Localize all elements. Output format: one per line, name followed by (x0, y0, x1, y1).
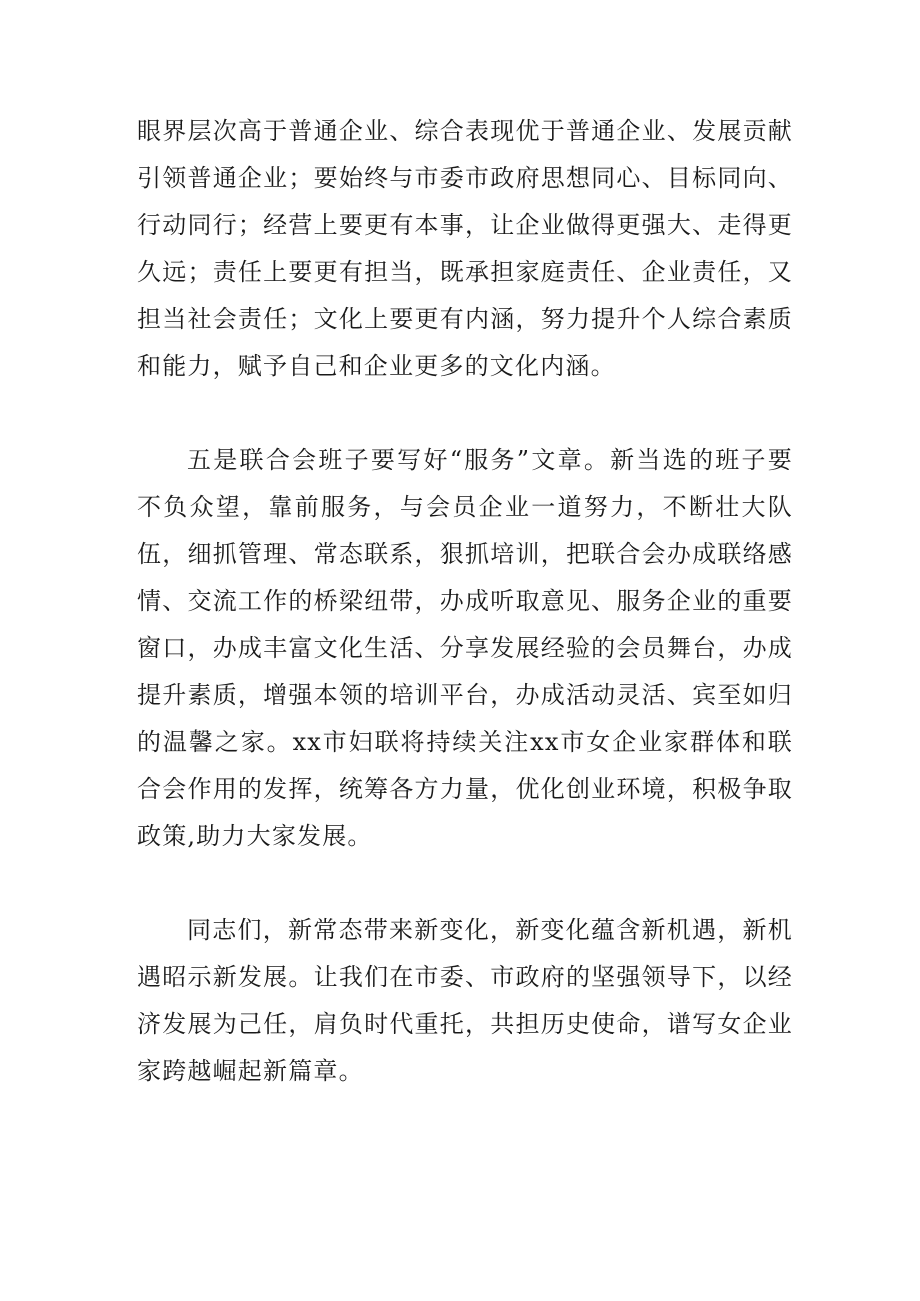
paragraph-closing: 同志们，新常态带来新变化，新变化蕴含新机遇，新机遇昭示新发展。让我们在市委、市政府的坚强领导下，以经济发展为己任，肩负时代重托，共担历史使命，谱写女企业家跨越崛起新篇章。 (137, 916, 793, 1085)
document-body (137, 108, 793, 1095)
paragraph-service: 五是联合会班子要写好“服务”文章。新当选的班子要不负众望，靠前服务，与会员企业一道努力，不断壮大队伍，细抓管理、常态联系，狠抓培训，把联合会办成联络感情、交流工作的桥梁纽带，办成听取意见、服务企业的重要窗口，办成丰富文化生活、分享发展经验的会员舞台，办成提升素质，增强本领的培训平台，办成活动灵活、宾至如归的温馨之家。xx市妇联将持续关注xx市女企业家群体和联合会作用的发挥，统筹各方力量，优化创业环境，积极争取政策,助力大家发展。 (137, 446, 793, 850)
paragraph-continued: 眼界层次高于普通企业、综合表现优于普通企业、发展贡献引领普通企业；要始终与市委市政府思想同心、目标同向、行动同行；经营上要更有本事，让企业做得更强大、走得更久远；责任上要更有担当，既承担家庭责任、企业责任，又担当社会责任；文化上要更有内涵，努力提升个人综合素质和能力，赋予自己和企业更多的文化内涵。 (137, 117, 793, 380)
